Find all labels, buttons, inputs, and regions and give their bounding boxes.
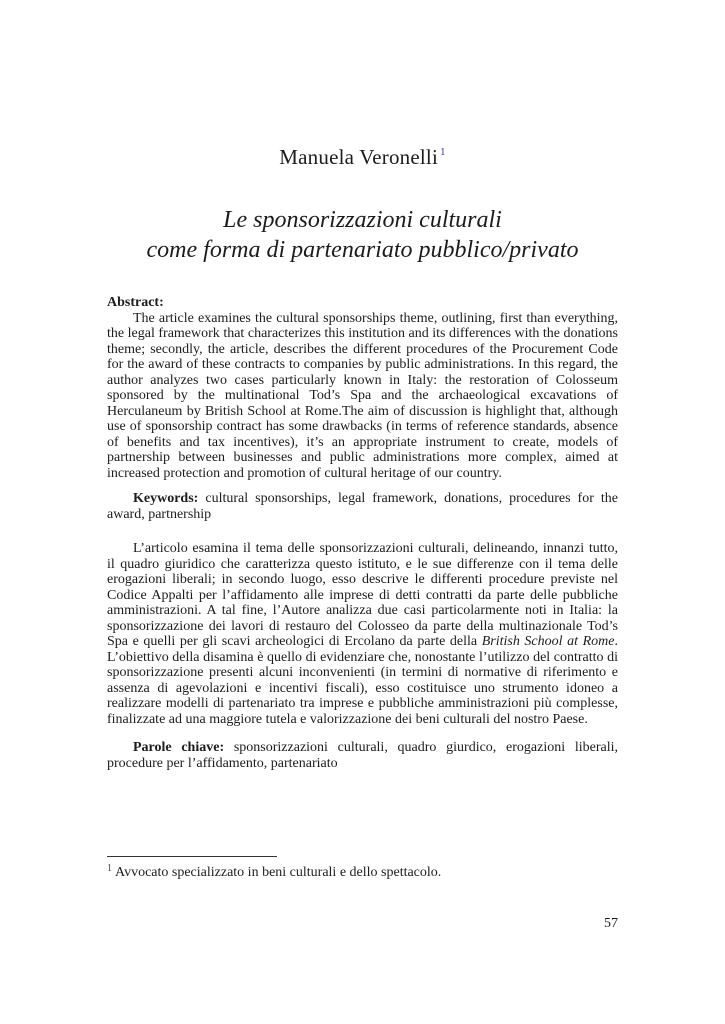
parole-chiave-section (107, 740, 618, 771)
italian-abstract-section (107, 541, 618, 727)
author-footnote-marker[interactable]: 1 (440, 146, 446, 158)
italian-text-before: L’articolo esamina il tema delle sponsorizzazioni culturali, delineando, innanzi tutto, il quadro giuridico che caratterizza questo istituto, e le sue differenze con il tema delle erogazioni liberali; in secondo luogo, esso descrive le differenti procedure previste nel Codice Appalti per l’affidamento alle imprese di detti contratti da parte delle pubbliche amministrazioni. A tal fine, l’Autore analizza due casi particolarmente noti in Italia: la sponsorizzazione dei lavori di restauro del Colosseo da parte della multinazionale Tod’s Spa e quelli per gli scavi archeologici di Ercolano da parte della (107, 541, 618, 649)
title-line-1: Le sponsorizzazioni culturali (223, 207, 502, 233)
parole-chiave-label: Parole chiave: (133, 740, 225, 755)
keywords-label: Keywords: (133, 491, 199, 506)
italian-italic-phrase: British School at Rome (481, 634, 615, 649)
italian-abstract-text (107, 541, 618, 727)
author-line (0, 145, 725, 170)
italian-text-after: . L’obiettivo della disamina è quello di evidenziare che, nonostante l’utilizzo del contratto di sponsorizzazione presenti alcuni inconvenienti (in termini di normative di riferimento e assenza di agevolazioni e incentivi fiscali), esso costituisce uno strumento idoneo a realizzare modelli di partenariato tra imprese e pubbliche amministrazioni più complesse, finalizzate ad una maggiore tutela e valorizzazione dei beni culturali del nostro Paese. (107, 634, 618, 727)
title-line-2: come forma di partenariato pubblico/privato (146, 237, 579, 263)
footnote-number: 1 (107, 863, 112, 874)
author-name: Manuela Veronelli (279, 145, 438, 169)
paper-title (0, 205, 725, 265)
footnote-divider (107, 856, 277, 857)
keywords-section (107, 491, 618, 522)
footnote (107, 861, 441, 881)
abstract-section (107, 295, 618, 481)
parole-chiave-text: sponsorizzazioni culturali, quadro giurdico, erogazioni liberali, procedure per l’affidamento, partenariato (107, 740, 619, 771)
page-number: 57 (604, 916, 618, 931)
keywords-text: cultural sponsorships, legal framework, donations, procedures for the award, partnership (107, 491, 619, 522)
abstract-text: The article examines the cultural sponsorships theme, outlining, first than everything, the legal framework that characterizes this institution and its differences with the donations theme; secondly, the article, describes the different procedures of the Procurement Code for the award of these contracts to companies by public administrations. In this regard, the author analyzes two cases particularly known in Italy: the restoration of Colosseum sponsored by the multinational Tod’s Spa and the archaeological excavations of Herculaneum by British School at Rome.The aim of discussion is highlight that, although use of sponsorship contract has some drawbacks (in terms of reference standards, absence of benefits and tax incentives), it’s an appropriate instrument to create, models of partnership between businesses and public administrations more complex, aimed at increased protection and promotion of cultural heritage of our country. (107, 310, 618, 481)
footnote-text: Avvocato specializzato in beni culturali e dello spettacolo. (115, 865, 442, 880)
abstract-label: Abstract: (107, 295, 164, 310)
